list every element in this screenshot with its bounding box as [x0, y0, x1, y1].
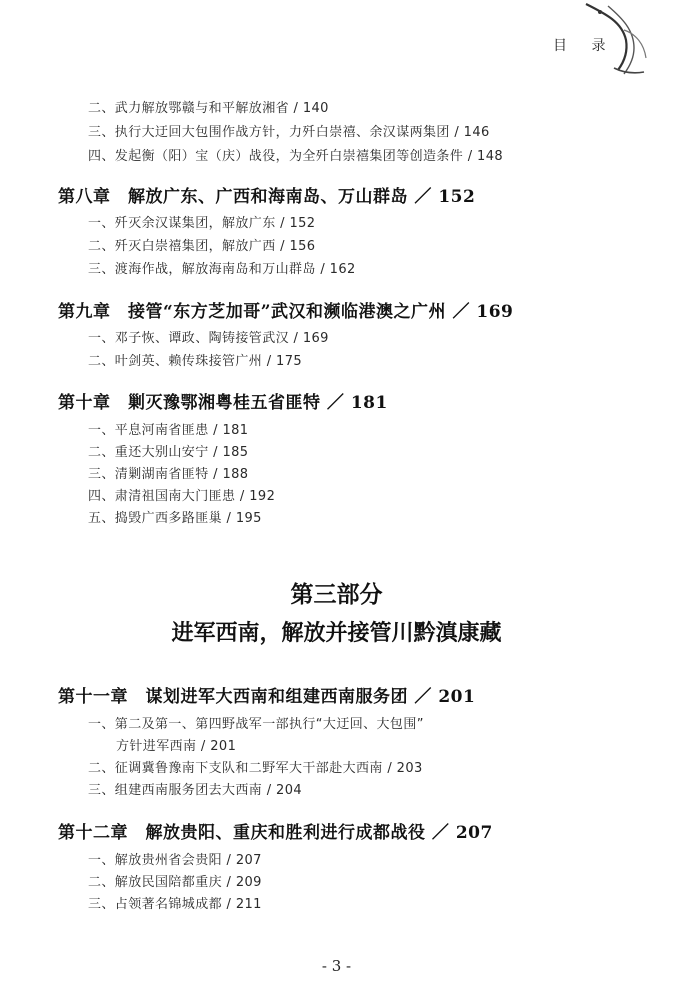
chapter-11-heading: 第十一章 谋划进军大西南和组建西南服务团 ／ 201 — [58, 687, 476, 707]
part-3-subtitle: 进军西南，解放并接管川黔滇康藏 — [171, 621, 502, 646]
toc-entry: 二、解放民国陪都重庆 / 209 — [88, 875, 262, 890]
chapter-12-section — [58, 818, 493, 912]
chapter-8-heading: 第八章 解放广东、广西和海南岛、万山群岛 ／ 152 — [58, 187, 476, 207]
chapter-10-section — [58, 388, 388, 526]
toc-entry: 四、发起衡（阳）宝（庆）战役，为全歼白崇禧集团等创造条件 / 148 — [88, 149, 504, 164]
chapter-8-section — [58, 182, 476, 277]
chapter-9-section — [58, 297, 514, 369]
toc-entry: 一、邓子恢、谭政、陶铸接管武汉 / 169 — [88, 331, 329, 346]
chapter-11-section — [58, 682, 476, 798]
chapter-12-heading: 第十二章 解放贵阳、重庆和胜利进行成都战役 ／ 207 — [58, 823, 493, 843]
chapter-9-heading: 第九章 接管“东方芝加哥”武汉和濒临港澳之广州 ／ 169 — [58, 302, 514, 322]
toc-entry: 二、重还大别山安宁 / 185 — [88, 445, 249, 460]
toc-entry-continuation: 方针进军西南 / 201 — [116, 739, 237, 754]
toc-entry: 三、占领著名锦城成都 / 211 — [88, 897, 262, 912]
toc-entry: 一、解放贵州省会贵阳 / 207 — [88, 853, 262, 868]
toc-entry: 四、肃清祖国南大门匪患 / 192 — [88, 489, 276, 504]
toc-entry: 二、歼灭白崇禧集团，解放广西 / 156 — [88, 239, 316, 254]
toc-entry: 三、执行大迂回大包围作战方针，力歼白崇禧、余汉谋两集团 / 146 — [88, 125, 490, 140]
toc-entry: 二、征调冀鲁豫南下支队和二野军大干部赴大西南 / 203 — [88, 761, 423, 776]
bird-ornament-icon — [578, 0, 650, 78]
toc-entry: 三、渡海作战，解放海南岛和万山群岛 / 162 — [88, 262, 356, 277]
toc-entry: 一、平息河南省匪患 / 181 — [88, 423, 249, 438]
chapter-10-heading: 第十章 剿灭豫鄂湘粤桂五省匪特 ／ 181 — [58, 393, 388, 413]
toc-entry: 三、清剿湖南省匪特 / 188 — [88, 467, 249, 482]
page-number: - 3 - — [321, 957, 352, 975]
toc-entry: 一、歼灭余汉谋集团，解放广东 / 152 — [88, 216, 316, 231]
toc-entry: 二、叶剑英、赖传珠接管广州 / 175 — [88, 354, 303, 369]
toc-entry: 二、武力解放鄂赣与和平解放湘省 / 140 — [88, 101, 329, 116]
part-3-title: 第三部分 — [290, 582, 383, 608]
toc-entry: 一、第二及第一、第四野战军一部执行“大迂回、大包围” — [88, 717, 424, 732]
running-header: 目 录 — [553, 38, 616, 54]
toc-entry: 五、捣毁广西多路匪巢 / 195 — [88, 511, 262, 526]
toc-entry: 三、组建西南服务团去大西南 / 204 — [88, 783, 303, 798]
